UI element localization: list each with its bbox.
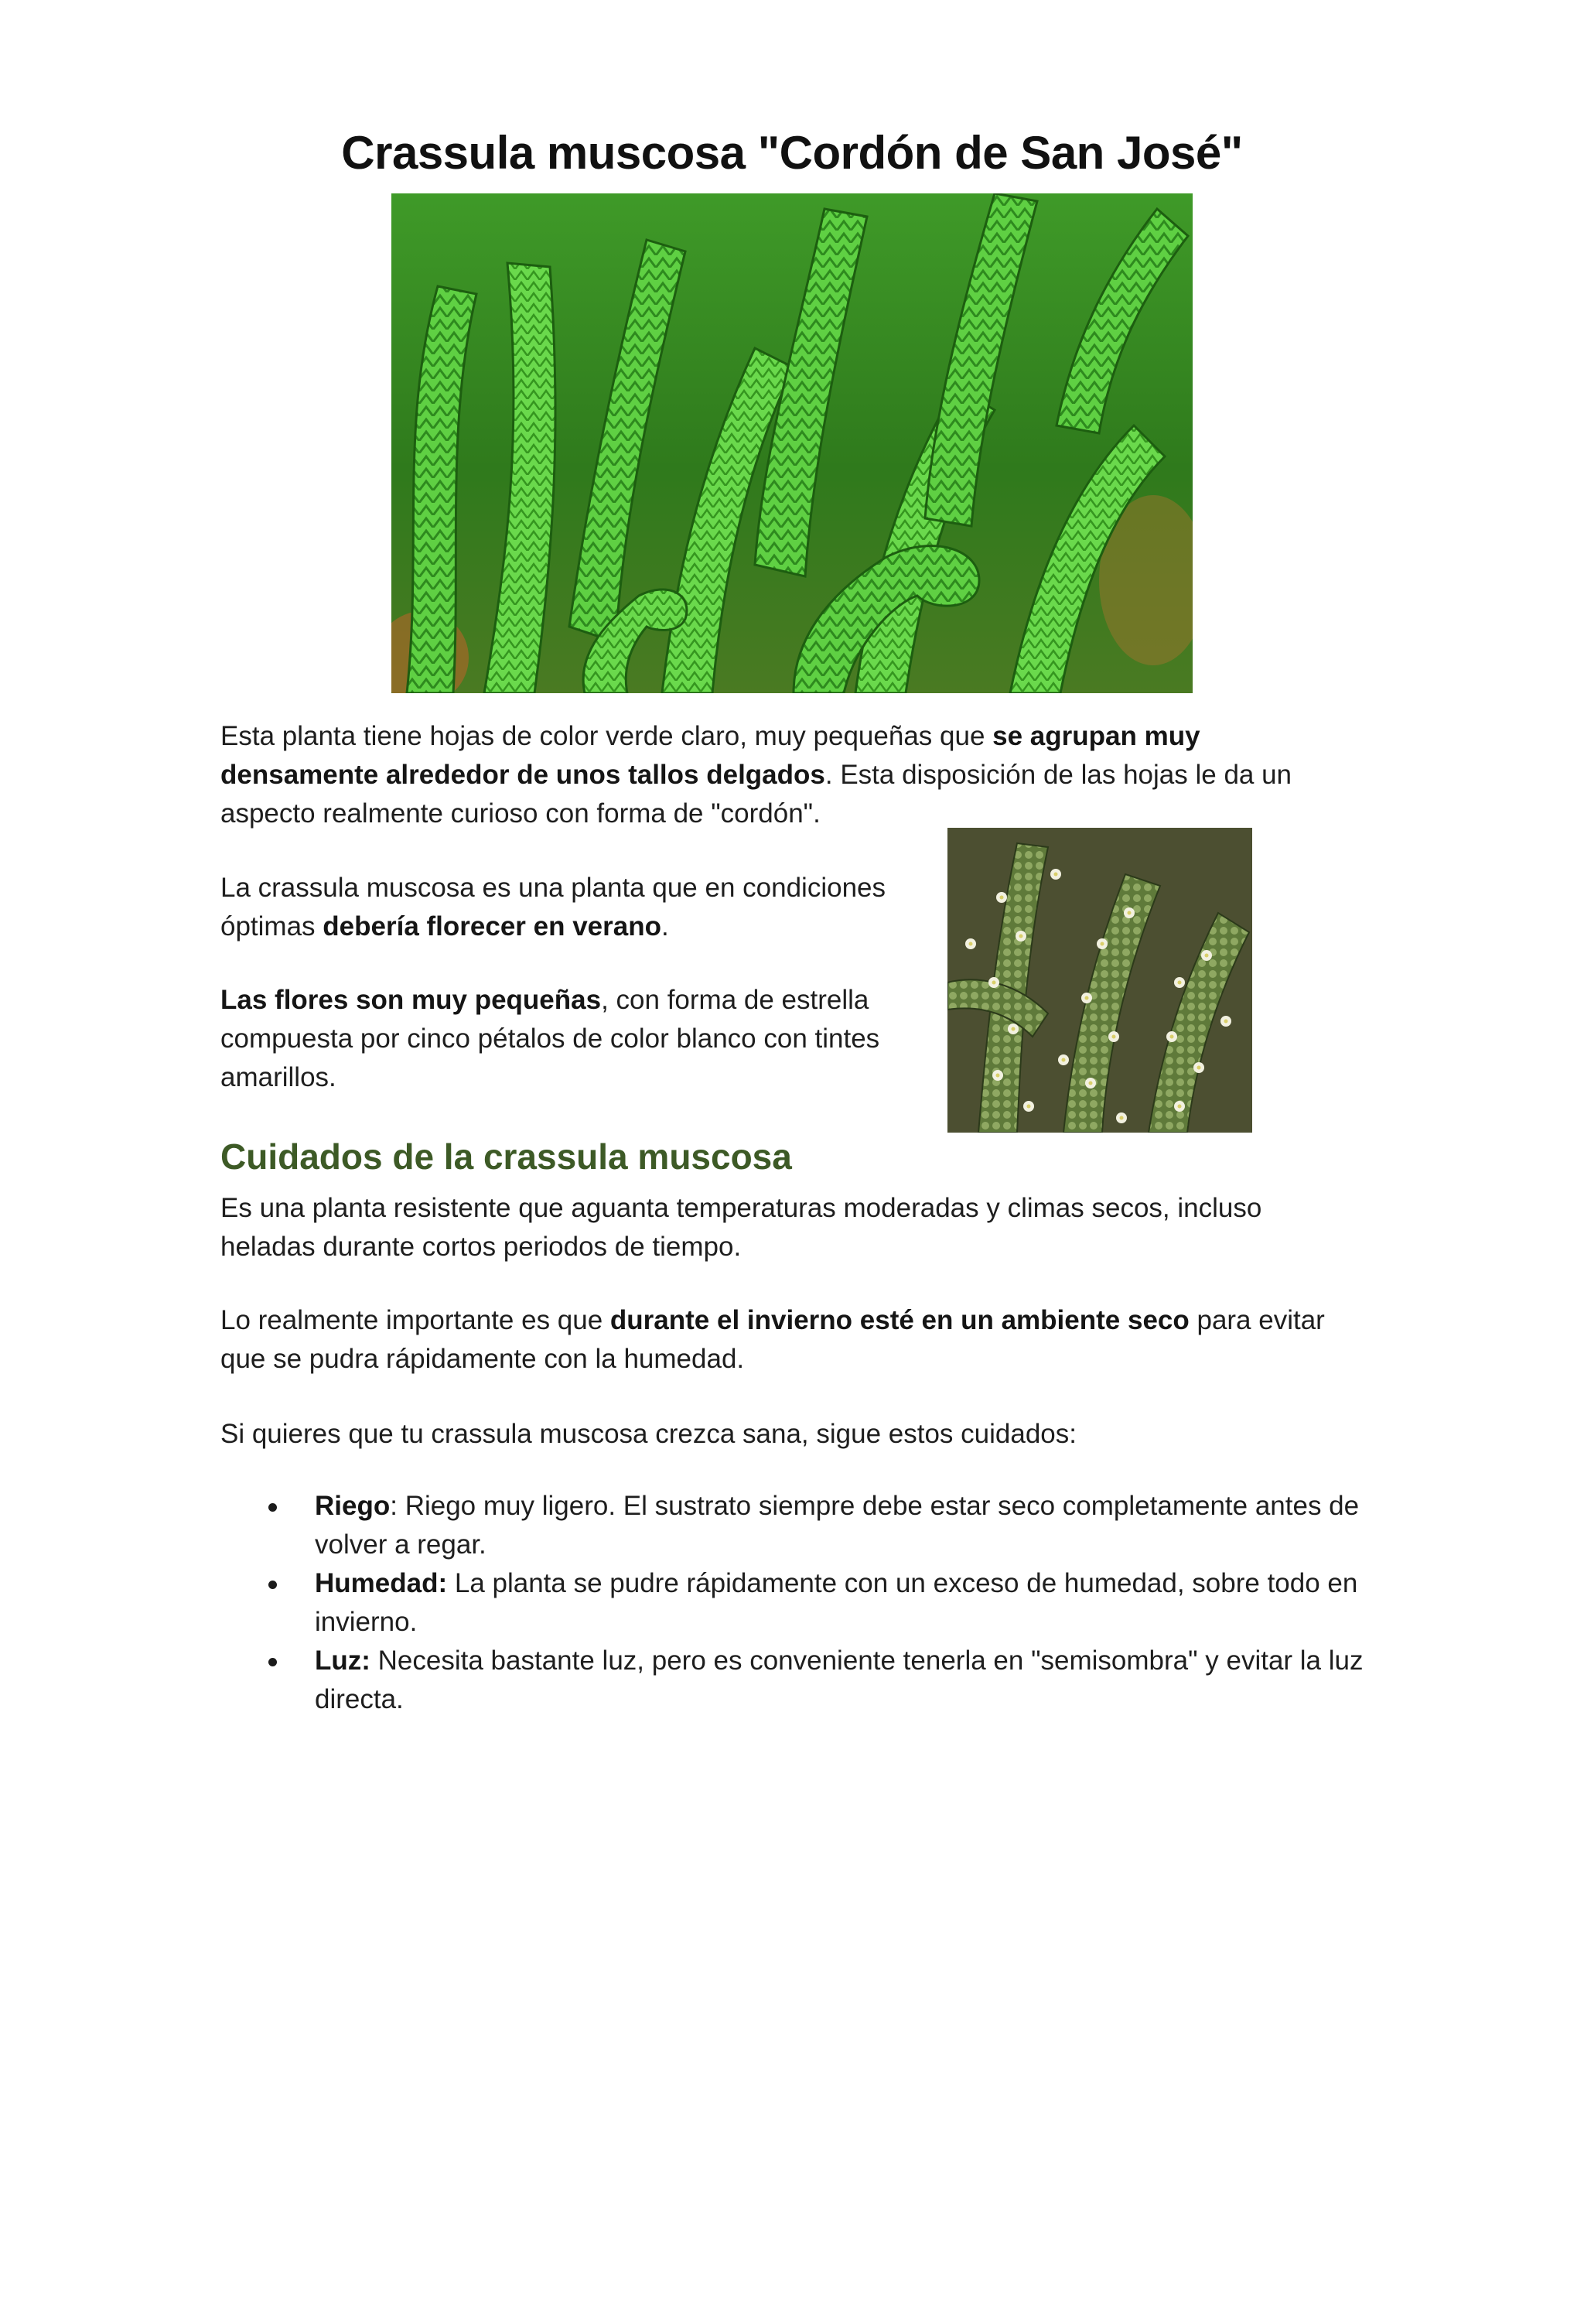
- care-item-label: Riego: [315, 1491, 391, 1521]
- flowering-bold: debería florecer en verano: [323, 911, 661, 942]
- flowers-text: , con forma de estrella compuesta por cinco pétalos de color blanco con tintes amarillos.: [220, 985, 880, 1092]
- winter-paragraph: [220, 1301, 1350, 1379]
- bullet-icon: [268, 1658, 277, 1666]
- flowers-bold: Las flores son muy pequeñas: [220, 985, 602, 1015]
- winter-text-start: Lo realmente importante es que: [220, 1305, 610, 1335]
- winter-bold: durante el invierno esté en un ambiente seco: [609, 1305, 1190, 1335]
- care-item-luz: [220, 1642, 1365, 1719]
- care-item-label: Luz:: [315, 1646, 370, 1676]
- care-intro-paragraph: Si quieres que tu crassula muscosa crezca sana, sigue estos cuidados:: [220, 1419, 1077, 1449]
- winter-text-end: para evitar que se pudra rápidamente con la humedad.: [220, 1305, 1325, 1374]
- care-heading: Cuidados de la crassula muscosa: [220, 1136, 792, 1177]
- care-item-riego: [220, 1487, 1365, 1564]
- care-item-label: Humedad:: [315, 1568, 448, 1598]
- care-item-text: La planta se pudre rápidamente con un exceso de humedad, sobre todo en invierno.: [315, 1568, 1358, 1637]
- care-list: [220, 1487, 1365, 1719]
- intro-text-start: Esta planta tiene hojas de color verde claro, muy pequeñas que: [220, 721, 993, 751]
- flowering-text-end: .: [661, 911, 669, 942]
- crassula-main-photo: [391, 193, 1193, 693]
- care-item-humedad: [220, 1564, 1365, 1642]
- intro-bold: se agrupan muy densamente alrededor de unos tallos delgados: [220, 721, 1200, 790]
- bullet-icon: [268, 1503, 277, 1512]
- care-item-separator: :: [390, 1491, 398, 1521]
- flowering-text-start: La crassula muscosa es una planta que en condiciones óptimas: [220, 873, 886, 942]
- page-title: Crassula muscosa "Cordón de San José": [341, 127, 1243, 179]
- care-item-text: Necesita bastante luz, pero es conveniente tenerla en "semisombra" y evitar la luz directa.: [315, 1646, 1364, 1714]
- resistance-paragraph: Es una planta resistente que aguanta temperaturas moderadas y climas secos, incluso heladas durante cortos periodos de tiempo.: [220, 1193, 1262, 1262]
- flowers-paragraph: [220, 981, 932, 1097]
- crassula-flowers-photo: [947, 828, 1252, 1133]
- flowering-paragraph: [220, 869, 917, 946]
- bullet-icon: [268, 1581, 277, 1589]
- care-item-text: Riego muy ligero. El sustrato siempre debe estar seco completamente antes de volver a regar.: [315, 1491, 1360, 1560]
- intro-paragraph: [220, 717, 1350, 833]
- intro-text-end: . Esta disposición de las hojas le da un aspecto realmente curioso con forma de "cordón".: [220, 760, 1292, 829]
